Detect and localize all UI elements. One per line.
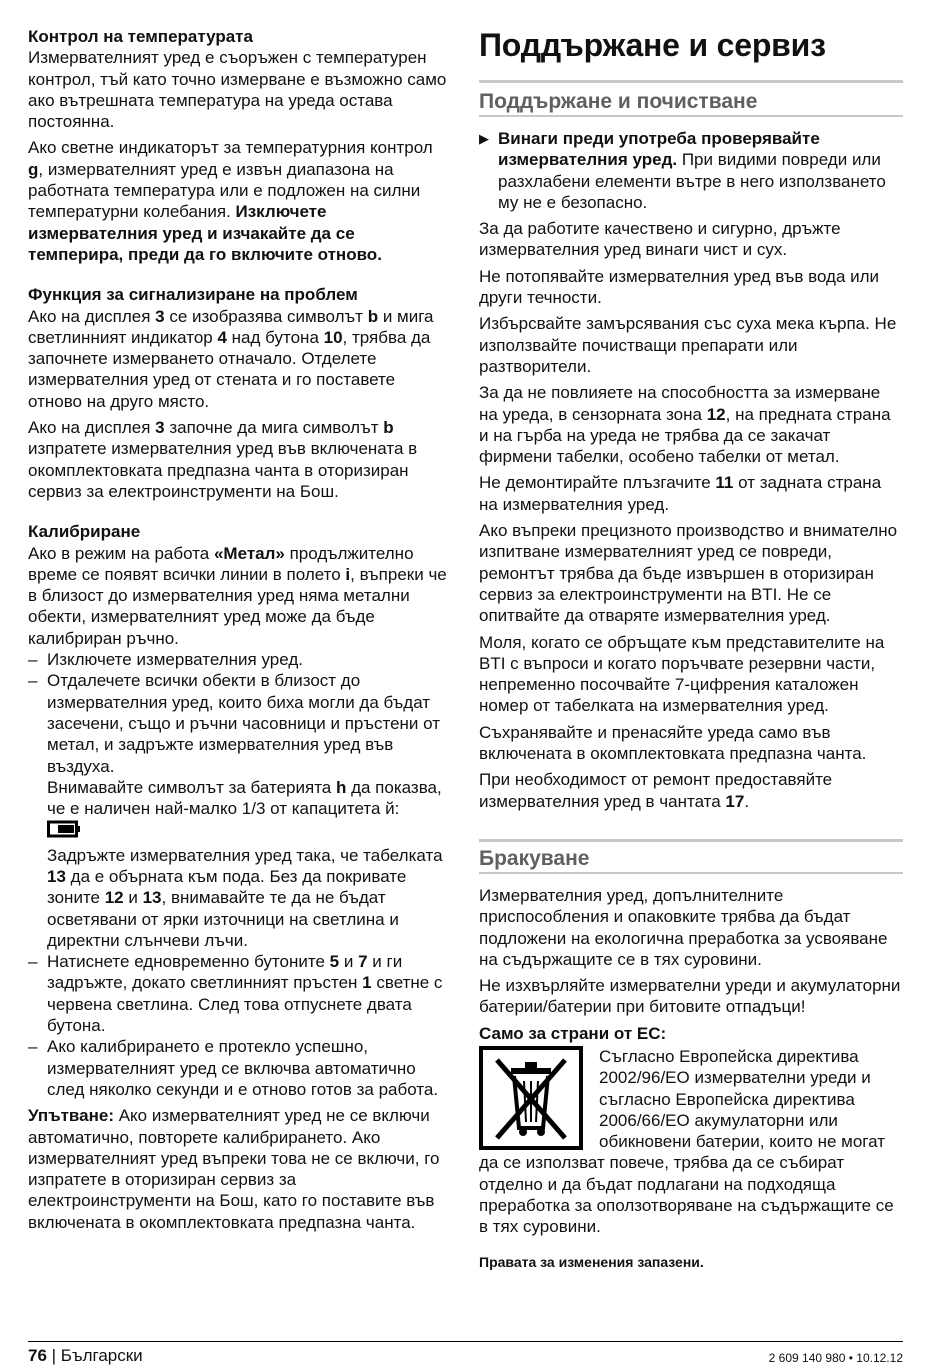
battery-icon (28, 819, 452, 844)
calibration-intro: Ако в режим на работа «Метал» продължително време се появят всички линии в полето i, въпреки че в близост до измервателния уред няма метални обекти, измервателният уред може да бъде калибриран ръчно. (28, 543, 447, 648)
maintenance-paragraph-6: Ако въпреки прецизното производство и внимателно изпитване измервателният уред се повреди, ремонтът трябва да бъде извършен в оторизиран сервиз за електроинструменти на BTI. Не се опитвайте да отваряте измервателния уред. (479, 521, 898, 626)
alarm-heading: Функция за сигнализиране на проблем (28, 285, 358, 305)
maintenance-bullet: ▶ Винаги преди употреба проверявайте измервателния уред. При видими повреди или разхлабени елементи вътре в него използването му не е безопасно. (479, 129, 886, 212)
alarm-paragraph-1: Ако на дисплея 3 се изобразява символът b и мига светлинният индикатор 4 над бутона 10, трябва да започнете измерването отначало. Отделете измервателния уред от стената и го поставете отново на друго място. (28, 306, 434, 411)
left-column (28, 26, 452, 1238)
rights-reserved: Правата за изменения запазени. (479, 1253, 704, 1270)
calibration-step-2-battery-note: Внимавайте символът за батерията h да показва, че е наличен най-малко 1/3 от капацитета й: (47, 777, 442, 819)
temperature-paragraph-1: Измервателният уред е съоръжен с температурен контрол, тъй като точно измерване е възможно само ако вътрешната температура на уреда остава постоянна. (28, 48, 447, 132)
maintenance-paragraph-7: Моля, когато се обръщате към представителите на BTI с въпроси и когато поръчвате резервни части, непременно посочвайте 7-цифрения каталожен номер от табелката на измервателния уред. (479, 632, 885, 716)
temperature-paragraph-2: Ако светне индикаторът за температурния контрол g, измервателният уред е извън диапазона на работната температура или е подложен на силни температурни колебания. Изключете измервателния уред и изчакайте да се темперира, преди да го включите отново. (28, 138, 433, 264)
calibration-hint: Упътване: Ако измервателният уред не се включи автоматично, повторете калибрирането. Ако измервателният уред въпреки това не се включи, го изпратете в оторизиран сервиз за електроинструменти на Бош, като го поставите във включената в окомплектовката предпазна чанта. (28, 1106, 440, 1232)
calibration-step-4: – Ако калибрирането е протекло успешно, измервателният уред се включва автоматично след няколко секунди и е отново готов за работа. (28, 1037, 439, 1099)
maintenance-paragraph-2: Не потопявайте измервателния уред във вода или други течности. (479, 266, 880, 308)
calibration-step-1: – Изключете измервателния уред. (28, 650, 303, 670)
maintenance-heading: Поддържане и почистване (479, 90, 758, 113)
maintenance-paragraph-5: Не демонтирайте плъзгачите 11 от задната страна на измервателния уред. (479, 473, 882, 514)
disposal-rule (479, 872, 903, 874)
maintenance-paragraph-1: За да работите качествено и сигурно, дръжте измервателния уред винаги чист и сух. (479, 219, 841, 260)
calibration-step-2-hold-note: Задръжте измервателния уред така, че табелката 13 да е обърната към пода. Без да покривате зоните 12 и 13, внимавайте те да не бъдат осветявани от ярки източници на светлина и директни слънчеви лъчи. (47, 845, 443, 950)
disposal-paragraph-1: Измервателния уред, допълнителните приспособления и опаковките трябва да бъдат подложени на екологична преработка за усвояване на съдържащите се в тях суровини. (479, 885, 888, 969)
temperature-heading: Контрол на температурата (28, 27, 253, 46)
calibration-step-2: – Отдалечете всички обекти в близост до измервателния уред, които биха могли да бъдат засечени, също и ръчни часовници и пръстени от метал, и задръжте измервателния уред във въздуха. (28, 671, 441, 776)
footer-left (28, 1345, 143, 1366)
footer-separator: | (46, 1346, 61, 1365)
eu-heading: Само за страни от ЕС: (479, 1023, 667, 1043)
disposal-paragraph-2: Не изхвърляйте измервателни уреди и акумулаторни батерии/батерии при битовите отпадъци! (479, 976, 901, 1017)
maintenance-rule (479, 115, 903, 117)
right-column (479, 26, 903, 1273)
maintenance-paragraph-8: Съхранявайте и пренасяйте уреда само във включената в окомплектовката предпазна чанта. (479, 722, 867, 764)
disposal-heading: Бракуване (479, 846, 590, 870)
calibration-step-3: – Натиснете едновременно бутоните 5 и 7 и ги задръжте, докато светлинният пръстен 1 светне с червена светлина. След това отпуснете двата бутона. (28, 952, 443, 1036)
crossed-bin-icon (479, 1046, 583, 1150)
page-footer (28, 1341, 903, 1365)
maintenance-paragraph-4: За да не повлияете на способността за измерване на уреда, в сензорната зона 12, на предната страна и на гърба на уреда не трябва да се закачат фирмени табелки, особено табелки от метал. (479, 383, 891, 467)
alarm-paragraph-2: Ако на дисплея 3 започне да мига символът b изпратете измервателния уред във включената в окомплектовката предпазна чанта в оторизиран сервиз за електроинструменти на Бош. (28, 418, 418, 501)
maintenance-paragraph-3: Избърсвайте замърсявания със суха мека кърпа. Не използвайте почистващи препарати или разтворители. (479, 314, 897, 376)
maintenance-paragraph-9: При необходимост от ремонт предоставяйте измервателния уред в чантата 17. (479, 770, 833, 811)
calibration-heading: Калибриране (28, 522, 141, 542)
footer-language: Български (60, 1346, 143, 1365)
footer-code: 2 609 140 980 • 10.12.12 (768, 1351, 903, 1365)
disposal-top-rule (479, 839, 903, 842)
page-title: Поддържане и сервиз (479, 27, 826, 63)
eu-directive-text: Съгласно Европейска директива 2002/96/ЕО измервателни уреди и съгласно Европейска директива 2006/66/ЕО акумулаторни или обикновени батерии, които не могат да се използват повече, трябва да се събират отделно и да бъдат подлагани на подходяща преработка за оползотворяване на съдържащите се в тях суровини. (479, 1046, 894, 1237)
title-rule (479, 80, 903, 83)
eu-directive-block (479, 1046, 903, 1238)
arrow-icon: ▶ (479, 131, 489, 146)
page-number: 76 (28, 1346, 47, 1365)
